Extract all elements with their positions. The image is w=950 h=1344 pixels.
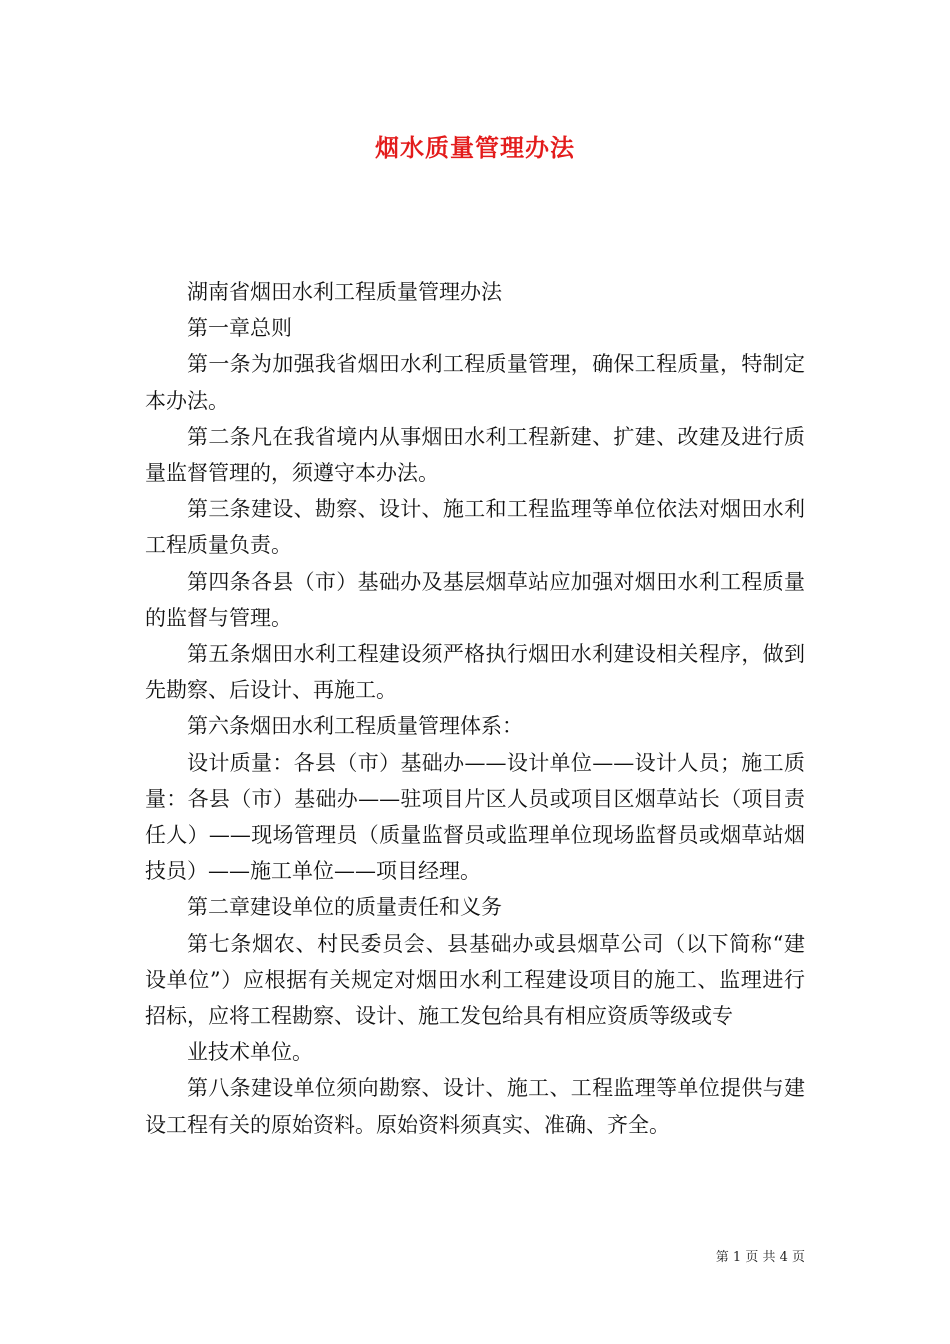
paragraph: 第二条凡在我省境内从事烟田水利工程新建、扩建、改建及进行质量监督管理的，须遵守本办法。 bbox=[145, 424, 805, 486]
paragraph: 第一章总则 bbox=[187, 316, 292, 341]
document-title: 烟水质量管理办法 bbox=[375, 133, 575, 162]
paragraph: 第六条烟田水利工程质量管理体系： bbox=[187, 714, 523, 739]
paragraph: 湖南省烟田水利工程质量管理办法 bbox=[187, 280, 502, 304]
paragraph: 第一条为加强我省烟田水利工程质量管理，确保工程质量，特制定本办法。 bbox=[145, 352, 805, 413]
paragraph: 第三条建设、勘察、设计、施工和工程监理等单位依法对烟田水利工程质量负责。 bbox=[145, 497, 805, 558]
paragraph: 业技术单位。 bbox=[187, 1040, 313, 1065]
paragraph: 第八条建设单位须向勘察、设计、施工、工程监理等单位提供与建设工程有关的原始资料。原始资料须真实、准确、齐全。 bbox=[145, 1076, 805, 1137]
document-body bbox=[145, 274, 805, 1143]
paragraph: 第五条烟田水利工程建设须严格执行烟田水利建设相关程序，做到先勘察、后设计、再施工。 bbox=[145, 642, 805, 703]
page-number: 第 1 页 共 4 页 bbox=[715, 1250, 805, 1265]
paragraph: 第七条烟农、村民委员会、县基础办或县烟草公司（以下简称“建设单位”）应根据有关规定对烟田水利工程建设项目的施工、监理进行招标，应将工程勘察、设计、施工发包给具有相应资质等级或专 bbox=[145, 931, 805, 1029]
paragraph: 设计质量：各县（市）基础办——设计单位——设计人员；施工质量：各县（市）基础办——驻项目片区人员或项目区烟草站长（项目责任人）——现场管理员（质量监督员或监理单位现场监督员或烟草站烟技员）——施工单位——项目经理。 bbox=[145, 750, 805, 884]
paragraph: 第二章建设单位的质量责任和义务 bbox=[187, 895, 502, 920]
paragraph: 第四条各县（市）基础办及基层烟草站应加强对烟田水利工程质量的监督与管理。 bbox=[145, 569, 805, 630]
